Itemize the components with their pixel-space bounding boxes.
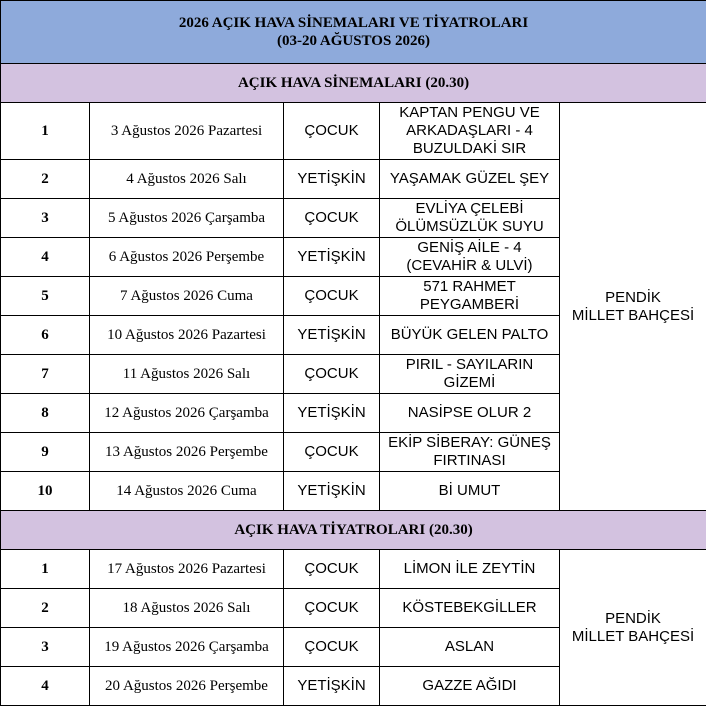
row-date: 10 Ağustos 2026 Pazartesi xyxy=(90,316,284,355)
row-title: Bİ UMUT xyxy=(380,472,560,511)
row-date: 12 Ağustos 2026 Çarşamba xyxy=(90,394,284,433)
row-title: GAZZE AĞIDI xyxy=(380,667,560,706)
row-number: 3 xyxy=(1,628,90,667)
row-number: 7 xyxy=(1,355,90,394)
row-number: 10 xyxy=(1,472,90,511)
title-row xyxy=(1,1,706,64)
row-category: YETİŞKİN xyxy=(284,316,380,355)
row-category: YETİŞKİN xyxy=(284,394,380,433)
cinema-section-title: AÇIK HAVA SİNEMALARI (20.30) xyxy=(1,64,706,103)
row-date: 19 Ağustos 2026 Çarşamba xyxy=(90,628,284,667)
row-number: 2 xyxy=(1,160,90,199)
cinema-venue xyxy=(560,103,706,511)
row-date: 18 Ağustos 2026 Salı xyxy=(90,589,284,628)
row-category: ÇOCUK xyxy=(284,589,380,628)
row-category: ÇOCUK xyxy=(284,103,380,160)
table-row xyxy=(1,103,706,160)
row-title: BÜYÜK GELEN PALTO xyxy=(380,316,560,355)
theatre-section-title: AÇIK HAVA TİYATROLARI (20.30) xyxy=(1,511,706,550)
row-title: EVLİYA ÇELEBİ ÖLÜMSÜZLÜK SUYU xyxy=(380,199,560,238)
row-date: 11 Ağustos 2026 Salı xyxy=(90,355,284,394)
row-category: YETİŞKİN xyxy=(284,238,380,277)
row-category: ÇOCUK xyxy=(284,355,380,394)
row-date: 14 Ağustos 2026 Cuma xyxy=(90,472,284,511)
row-title: KÖSTEBEKGİLLER xyxy=(380,589,560,628)
venue-name-line2: MİLLET BAHÇESİ xyxy=(562,307,704,325)
title-date-range: (03-20 AĞUSTOS 2026) xyxy=(3,32,704,50)
row-category: YETİŞKİN xyxy=(284,160,380,199)
row-title: EKİP SİBERAY: GÜNEŞ FIRTINASI xyxy=(380,433,560,472)
row-category: ÇOCUK xyxy=(284,433,380,472)
row-number: 2 xyxy=(1,589,90,628)
row-date: 7 Ağustos 2026 Cuma xyxy=(90,277,284,316)
venue-name-line2: MİLLET BAHÇESİ xyxy=(562,628,704,646)
row-title: ASLAN xyxy=(380,628,560,667)
row-number: 3 xyxy=(1,199,90,238)
row-date: 6 Ağustos 2026 Perşembe xyxy=(90,238,284,277)
row-number: 9 xyxy=(1,433,90,472)
row-number: 8 xyxy=(1,394,90,433)
table-row xyxy=(1,550,706,589)
row-title: YAŞAMAK GÜZEL ŞEY xyxy=(380,160,560,199)
row-title: NASİPSE OLUR 2 xyxy=(380,394,560,433)
row-category: ÇOCUK xyxy=(284,199,380,238)
row-number: 4 xyxy=(1,238,90,277)
row-title: 571 RAHMET PEYGAMBERİ xyxy=(380,277,560,316)
row-date: 17 Ağustos 2026 Pazartesi xyxy=(90,550,284,589)
row-category: YETİŞKİN xyxy=(284,667,380,706)
row-date: 5 Ağustos 2026 Çarşamba xyxy=(90,199,284,238)
theatre-venue xyxy=(560,550,706,706)
page-title xyxy=(1,1,706,64)
row-category: YETİŞKİN xyxy=(284,472,380,511)
row-number: 1 xyxy=(1,550,90,589)
venue-name-line1: PENDİK xyxy=(562,289,704,307)
row-category: ÇOCUK xyxy=(284,550,380,589)
row-date: 3 Ağustos 2026 Pazartesi xyxy=(90,103,284,160)
title-main: 2026 AÇIK HAVA SİNEMALARI VE TİYATROLARI xyxy=(3,14,704,32)
cinema-section-row xyxy=(1,64,706,103)
row-title: KAPTAN PENGU VE ARKADAŞLARI - 4 BUZULDAKİ SIR xyxy=(380,103,560,160)
row-title: PIRIL - SAYILARIN GİZEMİ xyxy=(380,355,560,394)
row-category: ÇOCUK xyxy=(284,628,380,667)
row-number: 4 xyxy=(1,667,90,706)
row-date: 4 Ağustos 2026 Salı xyxy=(90,160,284,199)
row-date: 20 Ağustos 2026 Perşembe xyxy=(90,667,284,706)
row-title: LİMON İLE ZEYTİN xyxy=(380,550,560,589)
theatre-section-row xyxy=(1,511,706,550)
row-category: ÇOCUK xyxy=(284,277,380,316)
row-title: GENİŞ AİLE - 4 (CEVAHİR & ULVİ) xyxy=(380,238,560,277)
row-date: 13 Ağustos 2026 Perşembe xyxy=(90,433,284,472)
row-number: 1 xyxy=(1,103,90,160)
row-number: 5 xyxy=(1,277,90,316)
venue-name-line1: PENDİK xyxy=(562,610,704,628)
row-number: 6 xyxy=(1,316,90,355)
